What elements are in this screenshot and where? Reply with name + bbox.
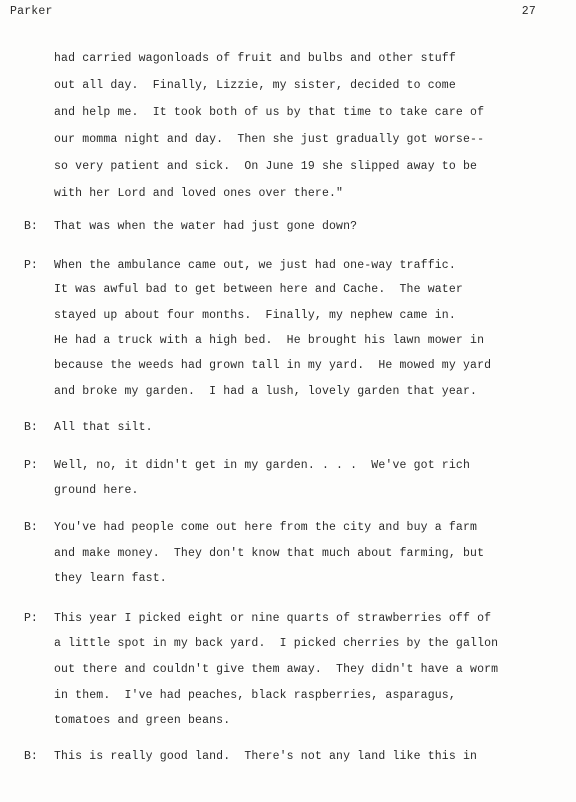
- transcript-line: All that silt.: [54, 421, 153, 434]
- speaker-label: P:: [24, 459, 38, 472]
- speaker-label: P:: [24, 259, 38, 272]
- transcript-line: Well, no, it didn't get in my garden. . . . We've got rich: [54, 459, 471, 472]
- transcript-line: It was awful bad to get between here and Cache. The water: [54, 283, 463, 296]
- transcript-line: When the ambulance came out, we just had one-way traffic.: [54, 259, 456, 272]
- speaker-label: B:: [24, 750, 38, 763]
- transcript-line: with her Lord and loved ones over there.": [54, 187, 344, 200]
- speaker-label: B:: [24, 220, 38, 233]
- transcript-line: This year I picked eight or nine quarts of strawberries off of: [54, 612, 492, 625]
- transcript-line: tomatoes and green beans.: [54, 714, 231, 727]
- transcript-line: and help me. It took both of us by that time to take care of: [54, 106, 485, 119]
- header-name: Parker: [10, 5, 53, 18]
- transcript-line: This is really good land. There's not any land like this in: [54, 750, 478, 763]
- page-number: 27: [521, 5, 536, 18]
- transcript-line: and broke my garden. I had a lush, lovely garden that year.: [54, 385, 478, 398]
- transcript-line: because the weeds had grown tall in my yard. He mowed my yard: [54, 359, 492, 372]
- transcript-line: out all day. Finally, Lizzie, my sister, decided to come: [54, 79, 456, 92]
- transcript-line: and make money. They don't know that much about farming, but: [54, 547, 485, 560]
- transcript-line: stayed up about four months. Finally, my nephew came in.: [54, 309, 456, 322]
- transcript-line: a little spot in my back yard. I picked cherries by the gallon: [54, 637, 499, 650]
- transcript-line: He had a truck with a high bed. He brought his lawn mower in: [54, 334, 485, 347]
- transcript-line: You've had people come out here from the city and buy a farm: [54, 521, 478, 534]
- transcript-line: had carried wagonloads of fruit and bulbs and other stuff: [54, 52, 456, 65]
- transcript-line: ground here.: [54, 484, 139, 497]
- transcript-line: our momma night and day. Then she just gradually got worse--: [54, 133, 485, 146]
- speaker-label: B:: [24, 521, 38, 534]
- speaker-label: B:: [24, 421, 38, 434]
- transcript-line: they learn fast.: [54, 572, 167, 585]
- transcript-line: That was when the water had just gone down?: [54, 220, 358, 233]
- speaker-label: P:: [24, 612, 38, 625]
- transcript-line: so very patient and sick. On June 19 she slipped away to be: [54, 160, 478, 173]
- transcript-line: in them. I've had peaches, black raspberries, asparagus,: [54, 689, 456, 702]
- transcript-line: out there and couldn't give them away. They didn't have a worm: [54, 663, 499, 676]
